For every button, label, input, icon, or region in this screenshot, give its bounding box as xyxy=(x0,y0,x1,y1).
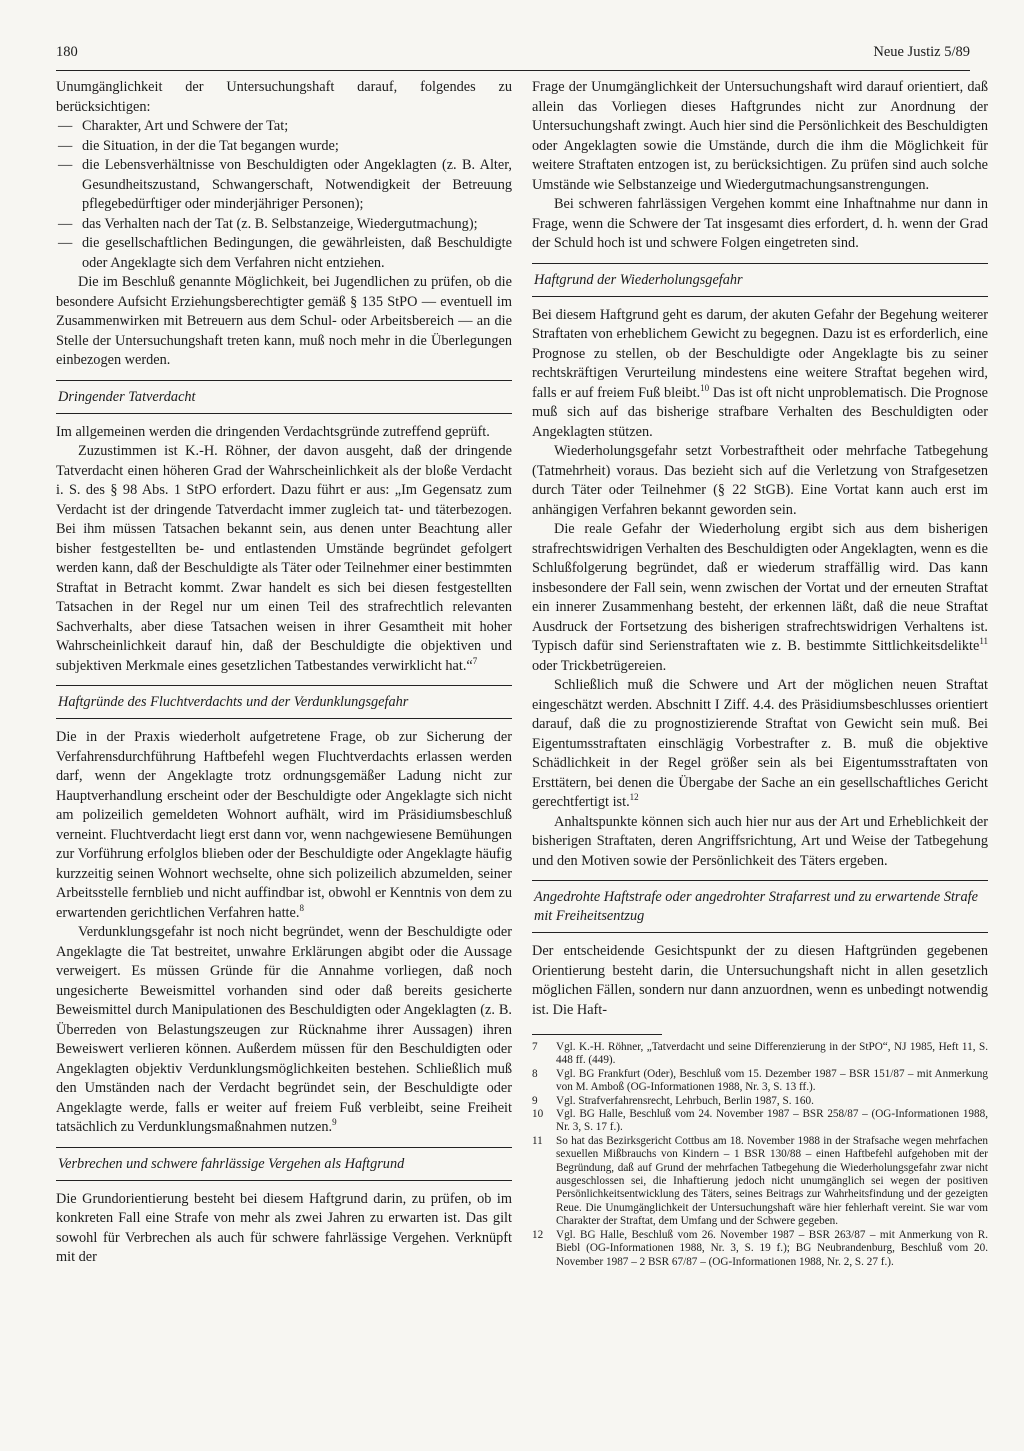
footnote-number: 8 xyxy=(532,1067,538,1080)
paragraph-continued: Frage der Unumgänglichkeit der Untersuchungshaft wird darauf orientiert, daß allein das Vorliegen dieses Haftgrundes nicht zur Anordnung der Untersuchungshaft zwingt. Auch hier sind die Persönlichkeit des Beschuldigten oder Angeklagten sowie die Umstände, durch die ihm die Möglichkeit für weitere Straftaten entzogen ist, zu berücksichtigen. Zu prüfen sind auch solche Umstände wie Selbstanzeige und Wiedergutmachungsanstrengungen. xyxy=(532,79,988,193)
paragraph: Im allgemeinen werden die dringenden Verdachtsgründe zutreffend geprüft. xyxy=(56,423,490,440)
footnote-ref: 7 xyxy=(472,655,478,666)
criteria-list xyxy=(56,117,512,273)
list-item: — die Situation, in der die Tat begangen wurde; xyxy=(56,137,512,157)
paragraph-text: Bei diesem Haftgrund geht es darum, der akuten Gefahr der Begehung weiterer Straftaten von erheblichem Gewicht zu begegnen. Dazu ist es erforderlich, eine Prognose zu stellen, ob der Beschuldigte oder Angeklagte bis zu seiner rechtskräftigen Verurteilung mindestens eine weitere Straftat begehen wird, falls er auf freiem Fuß bleibt. xyxy=(532,306,988,401)
footnote-text: Vgl. Strafverfahrensrecht, Lehrbuch, Berlin 1987, S. 160. xyxy=(556,1094,814,1107)
paragraph-text: Schließlich muß die Schwere und Art der möglichen neuen Straftat eingeschätzt werden. Abschnitt I Ziff. 4.4. des Präsidiumsbeschlusses orientiert darauf, daß die zu prognostizierende Straftat von Gewicht sein muß. Bei Eigentumsstraftaten einschlägig Vorbestrafter z. B. muß die objektive Schädlichkeit in der Regel größer sein als bei Eigentumsstraftaten von Ersttätern, bei denen die Übergabe der Sache an ein gesellschaftliches Gericht gerechtfertigt ist. xyxy=(532,677,988,810)
paragraph-wiederholung-3 xyxy=(532,520,988,676)
footnote-text: Vgl. BG Halle, Beschluß vom 24. November 1987 – BSR 258/87 – (OG-Informationen 1988, Nr. 3, S. 17 f.). xyxy=(556,1108,988,1134)
paragraph-text: Die in der Praxis wiederholt aufgetretene Frage, ob zur Sicherung der Verfahrensdurchführung Haftbefehl wegen Fluchtverdachts erlassen werden darf, wenn der Angeklagte trotz ordnungsgemäßer Ladung nicht zur Hauptverhandlung erscheint oder der Beschuldigte oder Angeklagte sich nicht am polizeilich gemeldeten Wohnort aufhält, wird im Präsidiumsbeschluß verneint. Fluchtverdacht liegt erst dann vor, wenn nachgewiesene Bemühungen zur Vorführung erfolglos blieben oder der Beschuldigte oder Angeklagte häufig kurzzeitig seinen Wohnort wechselte, ohne sich polizeilich abzumelden, seiner Arbeitsstelle fernblieb und nicht auffindbar ist, obwohl er Kenntnis von dem zu erwartenden gerichtlichen Verfahren hatte. xyxy=(56,729,512,921)
paragraph-wiederholung-5: Anhaltspunkte können sich auch hier nur aus der Art und Erheblichkeit der bisherigen Straftaten, deren Angriffsrichtung, Art und Weise der Tatbegehung und den Motiven sowie der Persönlichkeit des Täters ergeben. xyxy=(532,813,988,869)
footnote-ref: 9 xyxy=(332,1117,337,1128)
footnote-text: Vgl. K.-H. Röhner, „Tatverdacht und seine Differenzierung in der StPO“, NJ 1985, Heft 11, S. 448 ff. (449). xyxy=(556,1041,988,1067)
footnote xyxy=(532,1041,988,1068)
list-item: — die Lebensverhältnisse von Beschuldigten oder Angeklagten (z. B. Alter, Gesundheitszustand, Schwangerschaft, Notwendigkeit der Betreuung pflegebedürftiger oder minderjähriger Personen); xyxy=(56,156,512,215)
section-heading-verbrechen: Verbrechen und schwere fahrlässige Vergehen als Haftgrund xyxy=(56,1147,512,1181)
paragraph-text: Die reale Gefahr der Wiederholung ergibt sich aus dem bisherigen strafrechtswidrigen Verhalten des Beschuldigten oder Angeklagten, wenn es die Schlußfolgerung begründet, daß er wiederum straffällig wird. Das kann insbesondere der Fall sein, wenn zwischen der Vortat und der erneuten Straftat ein innerer Zusammenhang besteht, der erkennen läßt, daß die neue Straftat Ausdruck der Fortsetzung des bisherigen strafrechtswidrigen Verhaltens ist. Typisch dafür sind Serienstraftaten wie z. B. bestimmte Sittlichkeitsdelikte xyxy=(532,521,988,654)
journal-issue: Neue Justiz 5/89 xyxy=(873,44,970,60)
header-rule xyxy=(56,70,970,71)
paragraph-jugendliche: Die im Beschluß genannte Möglichkeit, bei Jugendlichen zu prüfen, ob die besondere Aufsicht Erziehungsberechtigter gemäß § 135 StPO — eventuell im Zusammenwirken mit Betreuern aus dem Schul- oder Arbeitsbereich — an die Stelle der Untersuchungshaft treten kann, muß noch mehr in die Überlegungen einbezogen werden. xyxy=(56,274,512,368)
paragraph-roehner xyxy=(56,442,512,676)
footnote-text: So hat das Bezirksgericht Cottbus am 18. November 1988 in der Strafsache wegen mehrfachen sexuellen Mißbrauchs von Kindern – 1 BSR 130/88 – einen Haftbefehl aufgehoben mit der Begründung, daß auf Grund der mehrfachen Tatbegehung die Wiederholungsgefahr zwar nicht ausgeschlossen sei, die Inhaftierung jedoch nicht unumgänglich sei wegen der positiven Persönlichkeitsentwicklung des Täters, seines Beitrags zur Wahrheitsfindung und der gezeigten Reue. Die Unumgänglichkeit der Untersuchungshaft wäre hier fehlerhaft vereint. Sie war vom Charakter der Straftat, dem Umfang und der Schwere gegeben. xyxy=(556,1134,988,1228)
paragraph-intro: Unumgänglichkeit der Untersuchungshaft darauf, folgendes zu berücksichtigen: xyxy=(56,79,512,115)
footnote-rule xyxy=(532,1034,662,1035)
footnote-ref: 8 xyxy=(299,902,304,913)
paragraph-verdunklungsgefahr xyxy=(56,923,512,1138)
page-header xyxy=(56,44,970,68)
footnote xyxy=(532,1095,988,1108)
footnote-number: 9 xyxy=(532,1094,538,1107)
footnote-ref: 10 xyxy=(700,382,710,393)
footnote-number: 7 xyxy=(532,1041,538,1053)
left-column xyxy=(56,78,512,1268)
footnote xyxy=(532,1108,988,1135)
paragraph-wiederholung-4 xyxy=(532,676,988,813)
footnote-number: 12 xyxy=(532,1228,544,1241)
footnote-text: Vgl. BG Halle, Beschluß vom 26. November 1987 – BSR 263/87 – mit Anmerkung von R. Biebl (OG-Informationen 1988, Nr. 3, S. 19 f.); BG Neubrandenburg, Beschluß vom 20. November 1987 – 2 BSR 67/87 – (OG-Informationen 1988, Nr. 2, S. 27 f.). xyxy=(556,1228,988,1268)
paragraph-text: Verdunklungsgefahr ist noch nicht begründet, wenn der Beschuldigte oder Angeklagte die Tat bestreitet, unwahre Erklärungen abgibt oder die Aussage verweigert. Es müssen Gründe für die Annahme vorliegen, daß noch ungesicherte Beweismittel vorhanden sind oder daß bereits gesicherte Beweismittel durch Manipulationen des Beschuldigten oder Angeklagten (z. B. Überreden von Belastungszeugen zur Rücknahme ihrer Aussagen) ihren Beweiswert verlieren können. Außerdem müssen für den Beschuldigten oder Angeklagten objektiv Verdunklungsmöglichkeiten bestehen. Schließlich muß den Umständen nach der Verdacht begründet sein, der Beschuldigte oder Angeklagte werde, falls er weiter auf freiem Fuß verbleibt, seine Freiheit tatsächlich zu Verdunklungsmaßnahmen nutzen. xyxy=(56,924,512,1135)
paragraph-verbrechen: Die Grundorientierung besteht bei diesem Haftgrund darin, zu prüfen, ob im konkreten Fall eine Strafe von mehr als zwei Jahren zu erwarten ist. Das gilt sowohl für Verbrechen als auch für schwere fahrlässige Vergehen. Verknüpft mit der xyxy=(56,1190,512,1265)
footnote-number: 10 xyxy=(532,1108,544,1121)
footnotes xyxy=(532,1041,988,1269)
footnote-text: Vgl. BG Frankfurt (Oder), Beschluß vom 15. Dezember 1987 – BSR 151/87 – mit Anmerkung von M. Amboß (OG-Informationen 1988, Nr. 3, S. 13 ff.). xyxy=(556,1067,988,1094)
page-number: 180 xyxy=(56,44,78,60)
footnote xyxy=(532,1229,988,1269)
section-heading-fluchtverdacht: Haftgründe des Fluchtverdachts und der Verdunklungsgefahr xyxy=(56,685,512,719)
list-item: — das Verhalten nach der Tat (z. B. Selbstanzeige, Wiedergutmachung); xyxy=(56,215,512,235)
paragraph-text: oder Trickbetrügereien. xyxy=(532,657,667,674)
footnote-ref: 11 xyxy=(979,636,988,647)
footnote-number: 11 xyxy=(532,1134,543,1147)
footnote xyxy=(532,1068,988,1095)
footnote-ref: 12 xyxy=(629,792,639,803)
paragraph-wiederholung-2: Wiederholungsgefahr setzt Vorbestraftheit oder mehrfache Tatbegehung (Tatmehrheit) voraus. Das bezieht sich auf die Verletzung von Strafgesetzen durch Täter oder Teilnehmer (§ 22 StGB). Eine Vortat kann auch erst im anhängigen Verfahren bekannt geworden sein. xyxy=(532,443,988,518)
section-heading-haftstrafe: Angedrohte Haftstrafe oder angedrohter Strafarrest und zu erwartende Strafe mit Freiheitsentzug xyxy=(532,880,988,933)
paragraph-wiederholung-1 xyxy=(532,306,988,443)
paragraph-text: Das ist oft nicht unproblematisch. Die Prognose muß sich auf das bisherige strafbare Verhalten des Beschuldigten oder Angeklagten stützen. xyxy=(532,384,988,440)
paragraph-haftstrafe: Der entscheidende Gesichtspunkt der zu diesen Haftgründen gegebenen Orientierung besteht darin, die Untersuchungshaft nicht in allen gesetzlich möglichen Fällen, sondern nur dann anzuordnen, wenn es unbedingt notwendig ist. Die Haft- xyxy=(532,943,988,1018)
paragraph-fluchtverdacht xyxy=(56,728,512,923)
section-heading-wiederholungsgefahr: Haftgrund der Wiederholungsgefahr xyxy=(532,263,988,297)
footnote xyxy=(532,1135,988,1229)
list-item: — Charakter, Art und Schwere der Tat; xyxy=(56,117,512,137)
right-column xyxy=(532,78,988,1269)
paragraph-text: Zuzustimmen ist K.-H. Röhner, der davon ausgeht, daß der dringende Tatverdacht einen höheren Grad der Wahrscheinlichkeit als der bloße Verdacht i. S. des § 98 Abs. 1 StPO erfordert. Dazu führt er aus: „Im Gegensatz zum Verdacht ist der dringende Tatverdacht immer zugleich tat- und täterbezogen. Bei ihm müssen Tatsachen bekannt sein, aus denen unter Beachtung aller bisher festgestellten be- und entlastenden Umstände begründet gefolgert werden kann, daß der Beschuldigte als Täter oder Teilnehmer einer bestimmten Straftat in Betracht kommt. Zwar handelt es sich bei diesen festgestellten Tatsachen in der Regel nur um einen Teil des strafrechtlich relevanten Sachverhalts, aber diese Tatsachen weisen in ihrer Gesamtheit mit hoher Wahrscheinlichkeit darauf hin, daß der Beschuldigte die objektiven und subjektiven Merkmale eines gesetzlichen Tatbestandes verwirklicht hat.“ xyxy=(56,443,512,674)
list-item: — die gesellschaftlichen Bedingungen, die gewährleisten, daß Beschuldigte oder Angeklagte sich dem Verfahren nicht entziehen. xyxy=(56,234,512,273)
paragraph-fahrlaessig: Bei schweren fahrlässigen Vergehen kommt eine Inhaftnahme nur dann in Frage, wenn die Schwere der Tat insgesamt dies erfordert, d. h. wenn der Grad der Schuld hoch ist und schwere Folgen eingetreten sind. xyxy=(532,196,988,251)
section-heading-dringender-tatverdacht: Dringender Tatverdacht xyxy=(56,380,512,414)
